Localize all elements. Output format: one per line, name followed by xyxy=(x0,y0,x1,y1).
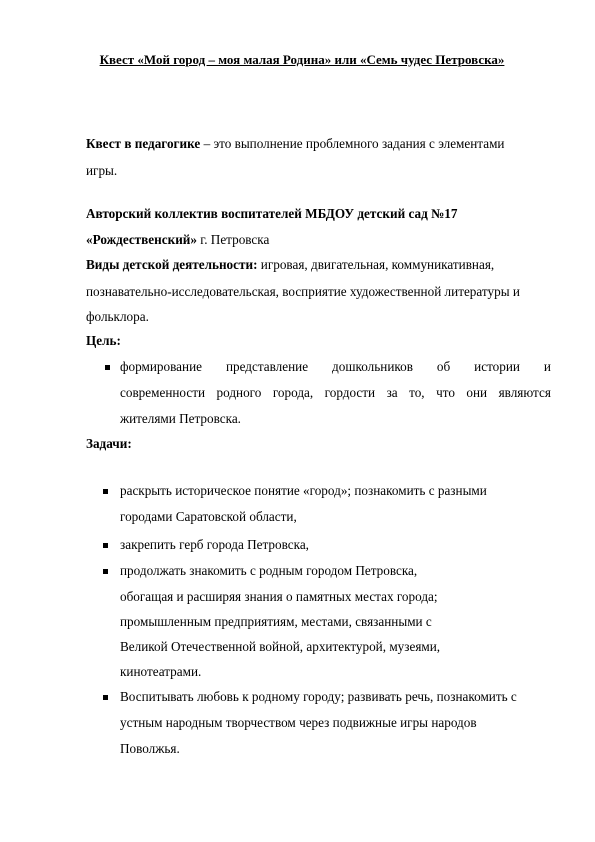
kindergarten-name: «Рождественский» xyxy=(86,232,197,247)
authors-line-2 xyxy=(86,232,269,248)
document-title: Квест «Мой город – моя малая Родина» или «Семь чудес Петровска» xyxy=(99,52,505,67)
goal-line-2-word: они xyxy=(466,385,488,400)
task-item-line: Воспитывать любовь к родному городу; развивать речь, познакомить с xyxy=(120,689,517,704)
activities-label: Виды детской деятельности: xyxy=(86,257,258,272)
goal-line-1-word: истории xyxy=(474,359,520,374)
activities-line-1 xyxy=(86,257,494,273)
authors-line-1: Авторский коллектив воспитателей МБДОУ детский сад №17 xyxy=(86,206,458,221)
task-item-line: городами Саратовской области, xyxy=(120,509,297,524)
goal-line-2-word: гордости xyxy=(324,385,376,400)
task-bullet xyxy=(103,543,108,548)
goal-line-2-word: родного xyxy=(216,385,262,400)
definition-text: – это выполнение проблемного задания с элементами xyxy=(200,136,505,151)
tasks-label: Задачи: xyxy=(86,436,132,451)
task-item-line: Великой Отечественной войной, архитектурой, музеями, xyxy=(120,639,441,654)
task-bullet xyxy=(103,489,108,494)
activities-line-2: познавательно-исследовательская, восприятие художественной литературы и xyxy=(86,284,520,299)
task-item-line: раскрыть историческое понятие «город»; познакомить с разными xyxy=(120,483,487,498)
goal-line-2-word: современности xyxy=(120,385,206,400)
task-item-line: устным народным творчеством через подвижные игры народов xyxy=(120,715,477,730)
task-item-line: промышленным предприятиям, местами, связанными с xyxy=(120,614,432,629)
goal-line-1 xyxy=(120,359,551,375)
goal-line-1-word: и xyxy=(543,359,551,374)
activities-line-3: фольклора. xyxy=(86,309,149,324)
task-item-line: закрепить герб города Петровска, xyxy=(120,537,309,552)
goal-line-2-word: то, xyxy=(409,385,425,400)
goal-label: Цель: xyxy=(86,333,121,348)
goal-line-2-word: являются xyxy=(498,385,551,400)
task-bullet xyxy=(103,695,108,700)
activities-text: игровая, двигательная, коммуникативная, xyxy=(257,257,495,272)
goal-line-2-word: города, xyxy=(272,385,314,400)
goal-line-1-word: формирование xyxy=(120,359,202,374)
task-item-line: кинотеатрами. xyxy=(120,664,202,679)
definition-term: Квест в педагогике xyxy=(86,136,201,151)
definition-line-2: игры. xyxy=(86,163,118,178)
goal-line-1-word: об xyxy=(436,359,451,374)
definition-line-1 xyxy=(86,136,505,152)
task-item-line: Поволжья. xyxy=(120,741,180,756)
goal-bullet xyxy=(105,365,110,370)
goal-line-2-word: за xyxy=(386,385,398,400)
goal-line-2-word: что xyxy=(436,385,455,400)
goal-line-1-word: дошкольников xyxy=(332,359,413,374)
goal-line-3: жителями Петровска. xyxy=(120,411,241,426)
goal-line-1-word: представление xyxy=(225,359,309,374)
task-item-line: продолжать знакомить с родным городом Петровска, xyxy=(120,563,418,578)
task-bullet xyxy=(103,569,108,574)
city-name: г. Петровска xyxy=(196,232,270,247)
task-item-line: обогащая и расширяя знания о памятных местах города; xyxy=(120,589,438,604)
goal-line-2 xyxy=(120,385,551,401)
